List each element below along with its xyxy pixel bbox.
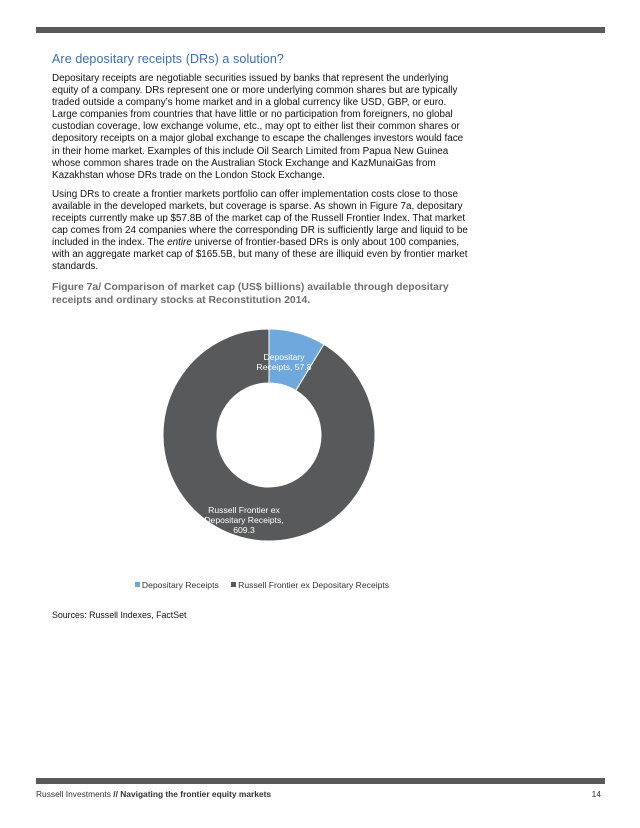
footer-separator: // — [113, 789, 118, 799]
chart-legend — [52, 580, 472, 590]
paragraph-1: Depositary receipts are negotiable securities issued by banks that represent the underlying equity of a company. DRs represent one or more underlying common shares but are typically traded outside a company’s home market and in a global currency like USD, GBP, or euro. Large companies from countries that have little or no participation from foreigners, no global custodian coverage, low exchange volume, etc., may opt to either list their common shares or depository receipts on a major global exchange to escape the challenges investors would face in their home market. Examples of this include Oil Search Limited from Papua New Guinea whose common shares trade on the Australian Stock Exchange and KazMunaiGas from Kazakhstan whose DRs trade on the London Stock Exchange. — [52, 73, 464, 181]
legend-label: Depositary Receipts — [141, 580, 219, 590]
top-rule — [36, 27, 605, 33]
donut-chart — [52, 305, 472, 605]
page-number: 14 — [591, 789, 601, 799]
sources-note: Sources: Russell Indexes, FactSet — [52, 610, 187, 620]
paragraph-2-text-b: universe of frontier-based DRs is only about 100 companies, with an aggregate market cap of $165.5B, but many of these are illiquid even by frontier market standards. — [52, 237, 468, 273]
footer-document-title: Navigating the frontier equity markets — [120, 789, 272, 799]
data-label-depositary-receipts: Depositary Receipts, 57.8 — [256, 352, 312, 373]
section-title: Are depositary receipts (DRs) a solution? — [52, 52, 284, 66]
footer-brand: Russell Investments — [36, 789, 111, 799]
legend-swatch — [231, 582, 236, 587]
paragraph-2-emphasis: entire — [167, 237, 192, 249]
data-label-russell-frontier-ex-dr: Russell Frontier ex Depositary Receipts, 609.3 — [204, 505, 284, 536]
main-content — [52, 52, 472, 307]
legend-swatch — [135, 582, 140, 587]
paragraph-2-text-a: Using DRs to create a frontier markets portfolio can offer implementation costs close to those available in the developed markets, but coverage is sparse. As shown in Figure 7a, depositary receipts currently make up $57.8B of the market cap of the Russell Frontier Index. That market cap comes from 24 companies where the corresponding DR is sufficiently large and liquid to be included in the index. The — [52, 188, 468, 249]
legend-item-depositary-receipts — [135, 580, 219, 590]
legend-label: Russell Frontier ex Depositary Receipts — [238, 580, 390, 590]
figure-caption: Figure 7a/ Comparison of market cap (US$ billions) available through depositary receipts and ordinary stocks at Reconstitution 2014. — [52, 281, 449, 306]
page-footer — [36, 789, 601, 799]
legend-item-russell-frontier-ex-dr — [231, 580, 389, 590]
bottom-rule — [36, 778, 605, 784]
paragraph-2 — [52, 189, 472, 274]
